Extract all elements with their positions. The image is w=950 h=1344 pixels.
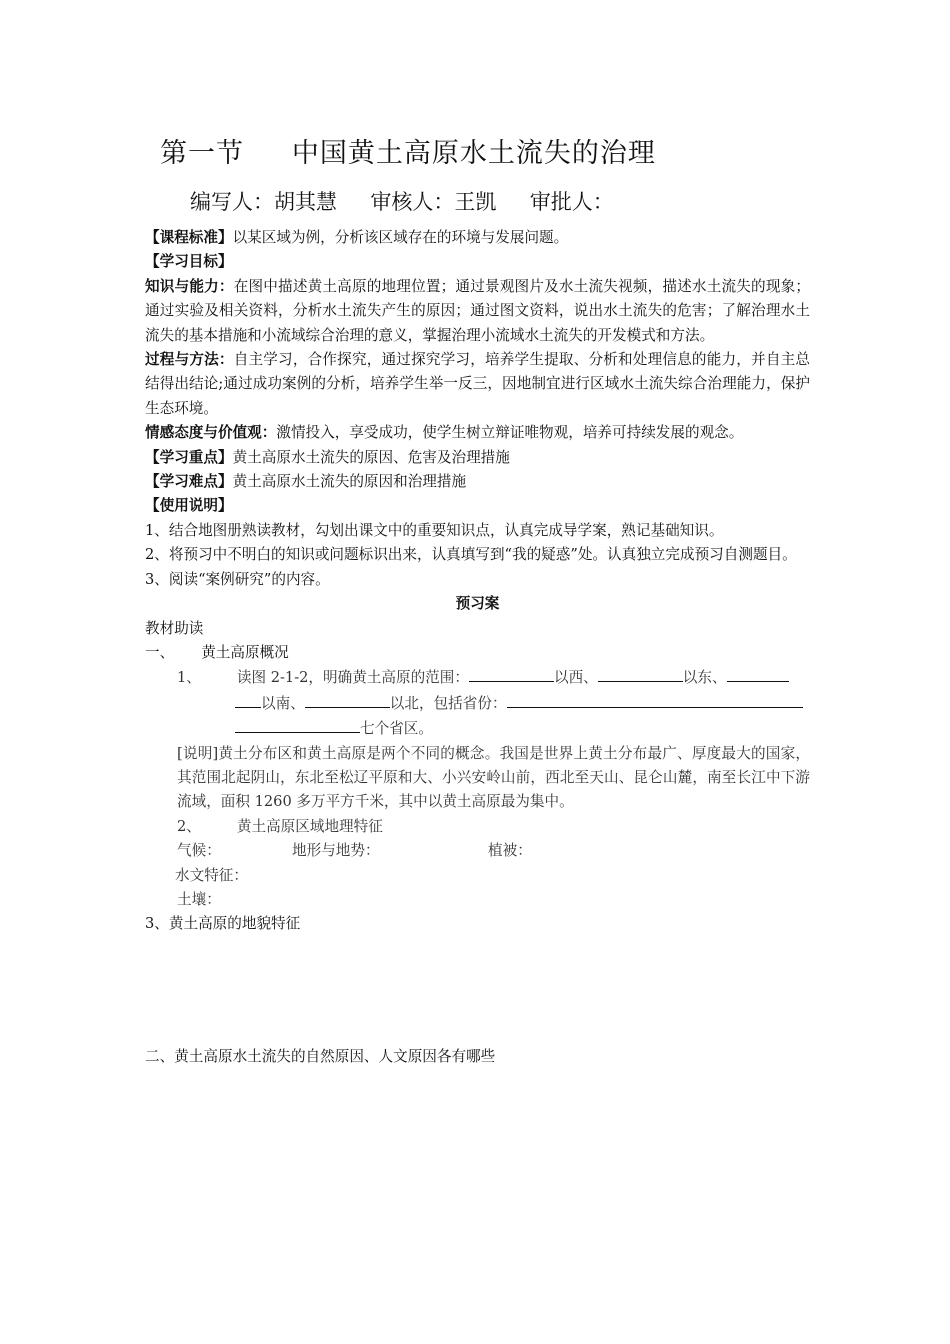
q1-blank-5-cont[interactable]: [235, 716, 360, 733]
part2-heading: 二、黄土高原水土流失的自然原因、人文原因各有哪些: [145, 1047, 496, 1065]
q1-text-f: 七个省区。: [360, 720, 433, 738]
q1-text-d: 以南、: [261, 694, 305, 712]
q1-text-e: 以北，包括省份：: [389, 694, 507, 712]
focus-text: 黄土高原水土流失的原因、危害及治理措施: [232, 448, 510, 466]
q1-text-c: 以东、: [682, 669, 727, 687]
usage-label: 【使用说明】: [145, 497, 233, 515]
q1-blank-2[interactable]: [598, 665, 683, 682]
q1-blank-3[interactable]: [727, 665, 789, 682]
q1-number: 1、: [177, 669, 201, 687]
document-body: [145, 226, 810, 1069]
q1-text-a: 读图 2-1-2，明确黄土高原的范围：: [236, 669, 469, 687]
knowledge-text: 在图中描述黄土高原的地理位置；通过景观图片及水土流失视频，描述水土流失的现象；通过实验及相关资料，分析水土流失产生的原因；通过图文资料，说出水土流失的危害；了解治理水土流失的基本措施和小流域综合治理的意义，掌握治理小流域水土流失的开发模式和方法。: [145, 277, 810, 344]
process-method: [145, 348, 810, 421]
usage-item-1: 1、结合地图册熟读教材，勾划出课文中的重要知识点，认真完成导学案，熟记基础知识。: [145, 521, 724, 539]
course-standard-text: 以某区域为例，分析该区域存在的环境与发展问题。: [232, 229, 569, 246]
q1-blank-1[interactable]: [469, 665, 554, 682]
page-title: 第一节 中国黄土高原水土流失的治理: [160, 138, 656, 169]
features-row: [145, 839, 810, 863]
emotion-label: 情感态度与价值观：: [145, 424, 277, 442]
textbook-guide: 教材助读: [145, 619, 204, 637]
question-1: [145, 665, 810, 741]
difficulty-label: 【学习难点】: [145, 473, 233, 491]
knowledge-label: 知识与能力：: [145, 277, 234, 295]
learning-focus: [145, 446, 810, 470]
focus-label: 【学习重点】: [145, 448, 233, 466]
soil-label: 土壤：: [177, 890, 221, 908]
usage-item-2: 2、将预习中不明白的知识或问题标识出来，认真填写到“我的疑惑”处。认真独立完成预习自测题目。: [145, 546, 797, 564]
question-2: [145, 815, 810, 839]
difficulty-text: 黄土高原水土流失的原因和治理措施: [232, 473, 467, 491]
question-3: 3、黄土高原的地貌特征: [145, 915, 301, 933]
course-standard: [145, 226, 810, 250]
emotion-values: [145, 421, 810, 445]
q2-title: 黄土高原区域地理特征: [236, 817, 383, 835]
usage-item-3: 3、阅读“案例研究”的内容。: [145, 570, 330, 588]
q1-blank-5[interactable]: [507, 691, 803, 708]
q2-number: 2、: [177, 817, 201, 835]
part1-heading: [145, 641, 810, 665]
q1-blank-4[interactable]: [305, 691, 390, 708]
process-label: 过程与方法：: [145, 351, 234, 369]
course-standard-label: 【课程标准】: [145, 229, 233, 246]
climate-label: 气候：: [177, 842, 221, 860]
emotion-text: 激情投入，享受成功，使学生树立辩证唯物观，培养可持续发展的观念。: [276, 424, 744, 442]
part1-title: 黄土高原概况: [201, 643, 289, 661]
hydrology-label: 水文特征：: [175, 866, 248, 884]
learning-goals-label: 【学习目标】: [145, 253, 233, 271]
knowledge-ability: [145, 275, 810, 348]
q1-blank-3-cont[interactable]: [235, 691, 261, 708]
process-text: 自主学习，合作探究，通过探究学习，培养学生提取、分析和处理信息的能力，并自主总结得出结论;通过成功案例的分析，培养学生举一反三，因地制宜进行区域水土流失综合治理能力，保护生态环境。: [145, 351, 810, 417]
learning-difficulty: [145, 470, 810, 494]
note-paragraph: [说明]黄土分布区和黄土高原是两个不同的概念。我国是世界上黄土分布最广、厚度最大的国家，其范围北起阴山，东北至松辽平原和大、小兴安岭山前，西北至天山、昆仑山麓，南至长江中下游流域，面积 1260 多万平方千米，其中以黄土高原最为集中。: [177, 744, 810, 811]
vegetation-label: 植被：: [488, 842, 532, 860]
part1-number: 一、: [145, 643, 175, 661]
author-line: 编写人：胡其慧 审核人：王凯 审批人：: [190, 190, 614, 214]
preview-heading: 预习案: [455, 595, 500, 613]
terrain-label: 地形与地势：: [292, 842, 380, 860]
q1-text-b: 以西、: [553, 669, 598, 687]
